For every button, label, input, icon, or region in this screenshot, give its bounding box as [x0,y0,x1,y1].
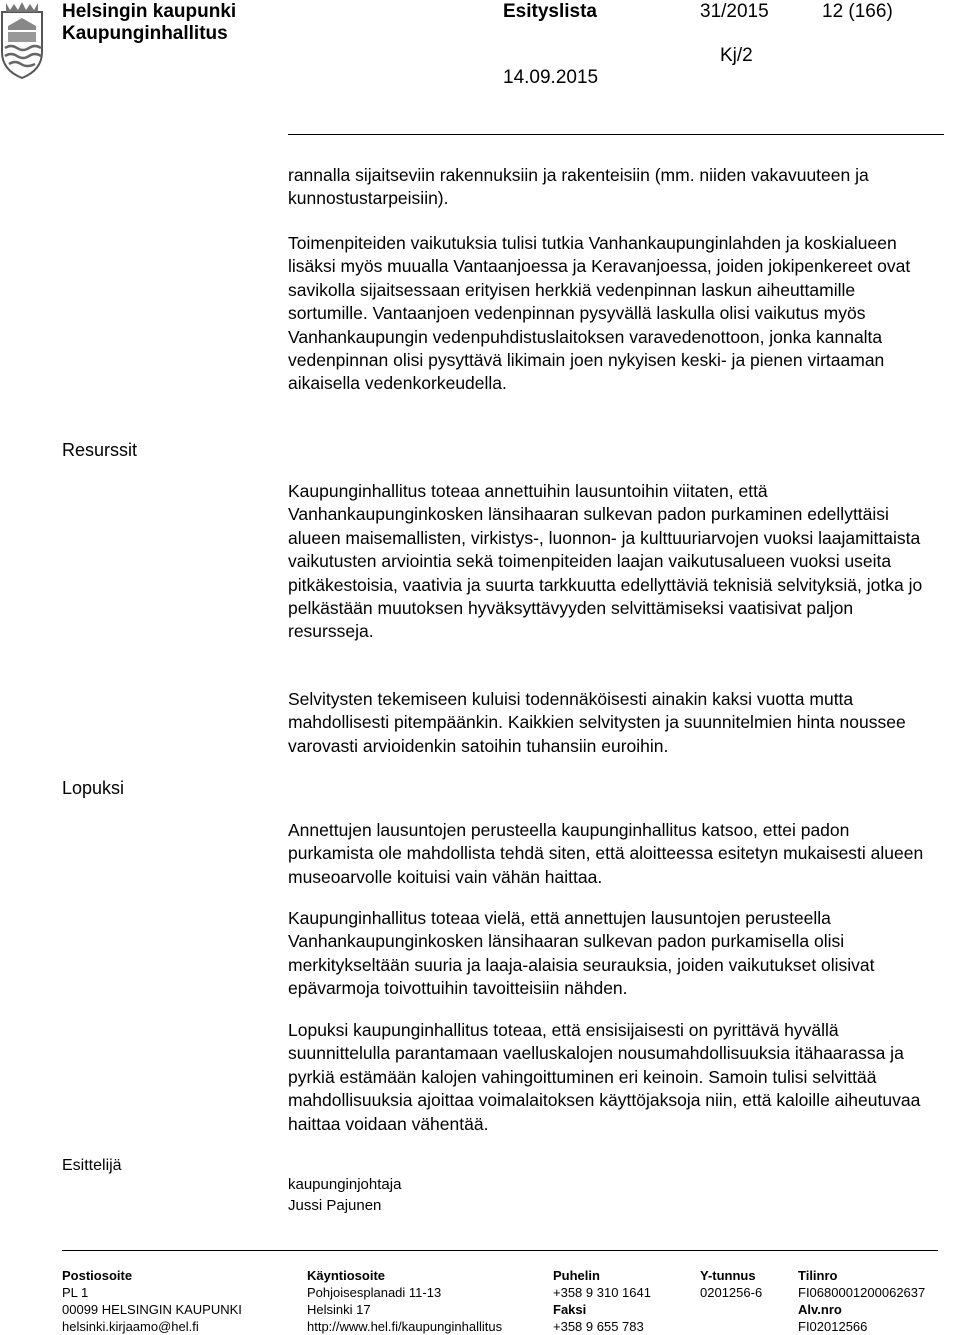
paragraph: Lopuksi kaupunginhallitus toteaa, että ensisijaisesti on pyrittävä hyvällä suunnittelulla parantamaan vaelluskalojen nousumahdollisuuksia itähaarassa ja pyrkiä estämään kalojen vahingoittuminen eri keinoin. Samoin tulisi selvittää mahdollisuuksia ajoittaa voimalaitoksen käyttöjaksoja niin, että kaloille aiheutuvaa haittaa voidaan vähentää. [288,1020,921,1134]
presenter-block [288,1174,401,1216]
side-label-presenter: Esittelijä [62,1157,122,1174]
footer-account: Tilinro FI0680001200062637 Alv.nro FI02012566 [798,1268,926,1334]
footer-business-id: Y-tunnus 0201256-6 [700,1268,763,1300]
presenter-name: Jussi Pajunen [288,1197,382,1214]
organization-name: Helsingin kaupunki [62,1,237,22]
document-type: Esityslista [503,1,597,22]
unit-name: Kaupunginhallitus [62,23,228,44]
footer-divider [62,1250,938,1251]
section-code: Kj/2 [720,45,753,66]
helsinki-coat-of-arms-logo [0,0,44,80]
paragraph: Annettujen lausuntojen perusteella kaupunginhallitus katsoo, ettei padon purkamista ole mahdollista tehdä siten, että aloitteessa esitetyn mukaisesti alueen museoarvolle koituisi vain vähän haittaa. [288,820,924,887]
paragraph: Toimenpiteiden vaikutuksia tulisi tutkia Vanhankaupunginlahden ja koskialueen lisäksi myös muualla Vantaanjoessa ja Keravanjoessa, joiden jokipenkereet ovat savikolla sijaitsessaan erityisen herkkiä vedenpinnan laskun aiheuttamille sortumille. Vantaanjoen vedenpinnan pysyvällä laskulla olisi vaikutus myös Vanhankaupungin vedenpuhdistuslaitoksen varavedenottoon, jonka kannalta vedenpinnan olisi pysyttävä likimain joen nykyisen keski- ja pienen virtaaman aikaisella vedenkorkeudella. [288,233,911,394]
meeting-date: 14.09.2015 [503,67,599,88]
footer-phone: Puhelin +358 9 310 1641 Faksi +358 9 655 783 [553,1268,651,1334]
side-label-finally: Lopuksi [62,778,125,798]
document-number: 31/2015 [700,1,769,22]
side-label-resources: Resurssit [62,440,138,460]
paragraph: Selvitysten tekemiseen kuluisi todennäköisesti ainakin kaksi vuotta mutta mahdollisesti pitempäänkin. Kaikkien selvitysten ja suunnitelmien hinta noussee varovasti arvioidenkin satoihin tuhansiin euroihin. [288,689,906,756]
paragraph: Kaupunginhallitus toteaa vielä, että annettujen lausuntojen perusteella Vanhankaupunginkosken länsihaaran sulkevan padon purkamisella olisi merkitykseltään suuria ja laaja-alaisia seurauksia, joiden vaikutukset olisivat epävarmoja toivottuihin tavoitteisiin nähden. [288,908,875,999]
paragraph: rannalla sijaitseviin rakennuksiin ja rakenteisiin (mm. niiden vakavuuteen ja kunnostustarpeisiin). [288,165,869,209]
header-divider [288,134,944,135]
page-number: 12 (166) [822,1,893,22]
footer-visiting-address: Käyntiosoite Pohjoisesplanadi 11-13 Helsinki 17 http://www.hel.fi/kaupunginhallitus [307,1268,503,1334]
presenter-title: kaupunginjohtaja [288,1176,402,1193]
footer-postal-address: Postiosoite PL 1 00099 HELSINGIN KAUPUNKI helsinki.kirjaamo@hel.fi [62,1268,242,1334]
paragraph: Kaupunginhallitus toteaa annettuihin lausuntoihin viitaten, että Vanhankaupunginkosken länsihaaran sulkevan padon purkaminen edellyttäisi alueen maisemallisten, virkistys-, luonnon- ja kulttuuriarvojen vuoksi laajamittaista vaikutusten arviointia sekä toimenpiteiden laajan vaikutusalueen vuoksi useita pitkäkestoisia, vaativia ja suurta tarkkuutta edellyttäviä teknisiä selvityksiä, jotka jo pelkästään muutoksen hyväksyttävyyden selvittämiseksi vaatisivat paljon resursseja. [288,481,923,642]
